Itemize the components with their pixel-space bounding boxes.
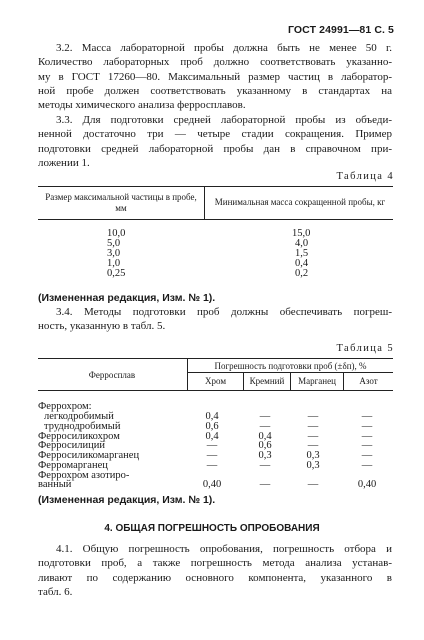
- paragraph-3-4: [38, 305, 392, 334]
- table-row-label: ванный: [38, 479, 72, 490]
- paragraph-4-1: [38, 542, 392, 599]
- section-heading: 4. ОБЩАЯ ПОГРЕШНОСТЬ ОПРОБОВАНИЯ: [104, 523, 320, 534]
- table-column-divider: [204, 186, 205, 219]
- paragraph-line: подготовки средней лабораторной пробы дан в справочном при-: [38, 142, 392, 155]
- table-cell: 0,4: [205, 411, 219, 422]
- page-header: ГОСТ 24991—81 С. 5: [288, 24, 394, 36]
- table-cell: 0,3: [306, 460, 320, 471]
- table-cell: —: [307, 421, 319, 432]
- paragraph-line: методы химического анализа ферросплавов.: [38, 99, 246, 112]
- paragraph-line: ность, указанную в табл. 5.: [38, 320, 166, 333]
- table-cell: 0,6: [258, 440, 272, 451]
- table-cell: 1,5: [295, 248, 309, 259]
- table-row-label: Ферросиликохром: [38, 431, 120, 442]
- table-row-label: Феррохром:: [38, 401, 92, 412]
- paragraph-3-2: [38, 41, 392, 112]
- table-cell: 0,25: [107, 268, 126, 279]
- table-cell: —: [259, 421, 271, 432]
- table-cell: —: [206, 440, 218, 451]
- table-4-col1-header: Размер максимальной частицы в пробе, мм: [45, 192, 197, 213]
- paragraph-line: табл. 6.: [38, 585, 73, 598]
- table-5-group-header: Погрешность подготовки проб (±δп), %: [214, 361, 367, 371]
- table-cell: 0,4: [205, 431, 219, 442]
- table-row-label: легкодробимый: [44, 411, 114, 422]
- table-cell: —: [361, 440, 373, 451]
- paragraph-line: 3.2. Масса лабораторной пробы должна быть не менее 50 г.: [56, 42, 392, 54]
- paragraph-line: подготовки проб, а также погрешность метода анализа устанав-: [38, 557, 392, 570]
- table-row-label: Феррохром азотиро-: [38, 470, 130, 481]
- table-cell: 5,0: [107, 238, 121, 249]
- table-4-col2-header: Минимальная масса сокращенной пробы, кг: [214, 197, 386, 207]
- table-5-col-header: Кремний: [249, 376, 285, 386]
- table-row-label: Ферромарганец: [38, 460, 108, 471]
- table-cell: 1,0: [107, 258, 121, 269]
- table-cell: 0,40: [357, 479, 377, 490]
- table-cell: —: [361, 421, 373, 432]
- table-cell: —: [307, 440, 319, 451]
- paragraph-line: му в ГОСТ 17260—80. Максимальный размер частиц в лаборатор-: [38, 70, 392, 83]
- table-cell: —: [307, 431, 319, 442]
- table-cell: —: [307, 479, 319, 490]
- table-cell: 0,6: [205, 421, 219, 432]
- table-cell: 0,4: [295, 258, 309, 269]
- table-header-rule: [38, 219, 393, 220]
- table-cell: —: [361, 411, 373, 422]
- paragraph-line: ливают по содержанию основного компонента, указанного в: [38, 571, 392, 584]
- table-cell: 4,0: [295, 238, 309, 249]
- paragraph-line: ненной достаточно три — четыре стадии сокращения. Пример: [38, 128, 392, 141]
- table-cell: —: [206, 450, 218, 461]
- table-cell: —: [206, 460, 218, 471]
- table-cell: 0,40: [202, 479, 222, 490]
- paragraph-line: ложении 1.: [38, 156, 90, 169]
- table-row-label: Ферросиликомарганец: [38, 450, 140, 461]
- table-cell: 0,2: [295, 268, 309, 279]
- table-cell: —: [259, 411, 271, 422]
- table-cell: —: [259, 479, 271, 490]
- table-4-caption: Таблица 4: [336, 171, 394, 182]
- table-cell: 15,0: [292, 228, 311, 239]
- table-cell: —: [361, 460, 373, 471]
- table-header-rule: [38, 390, 393, 391]
- table-5-ferro-header: Ферросплав: [88, 370, 136, 380]
- paragraph-line: 4.1. Общую погрешность опробования, погрешность отбора и: [56, 543, 392, 555]
- table-top-rule: [38, 186, 393, 187]
- amendment-note: (Измененная редакция, Изм. № 1).: [38, 292, 216, 304]
- table-5-col-header: Хром: [204, 376, 227, 386]
- paragraph-line: Количество лабораторных проб должно соответствовать указанно-: [38, 56, 392, 69]
- table-row-label: труднодробимый: [44, 421, 121, 432]
- table-5-caption: Таблица 5: [336, 343, 394, 354]
- table-top-rule: [38, 358, 393, 359]
- table-cell: 3,0: [107, 248, 121, 259]
- table-5-col-header: Азот: [359, 376, 378, 386]
- paragraph-line: 3.3. Для подготовки средней лабораторной пробы из объеди-: [56, 114, 392, 126]
- table-cell: —: [361, 431, 373, 442]
- table-cell: 0,3: [258, 450, 272, 461]
- table-5-col-header: Марганец: [298, 376, 336, 386]
- amendment-note: (Измененная редакция, Изм. № 1).: [38, 494, 216, 506]
- table-cell: —: [361, 450, 373, 461]
- table-cell: 0,4: [258, 431, 272, 442]
- table-row-label: Ферросилиций: [38, 440, 105, 451]
- table-cell: —: [259, 460, 271, 471]
- paragraph-line: 3.4. Методы подготовки проб должны обеспечивать погреш-: [56, 306, 392, 318]
- table-cell: 10,0: [107, 228, 126, 239]
- table-cell: —: [307, 411, 319, 422]
- table-cell: 0,3: [306, 450, 320, 461]
- paragraph-line: ной пробе должен соответствовать указанному в стандартах на: [38, 84, 392, 97]
- paragraph-3-3: [38, 113, 392, 170]
